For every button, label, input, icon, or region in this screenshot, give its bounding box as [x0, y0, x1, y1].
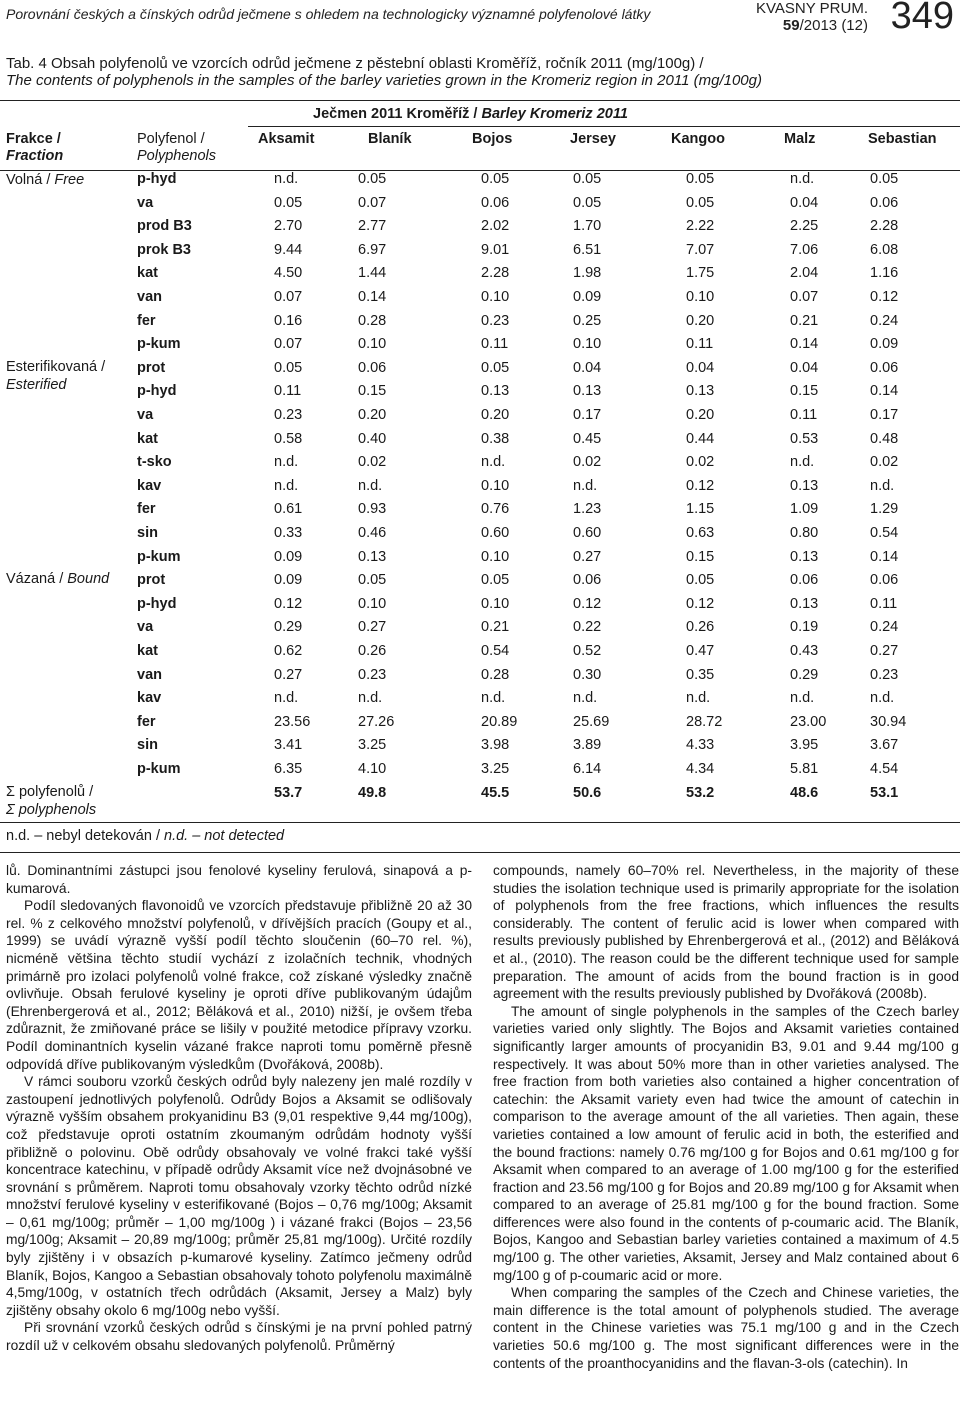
polyphenol-label: kat: [137, 430, 158, 447]
table-cell: 53.2: [686, 784, 715, 801]
table-cell: 1.23: [573, 501, 602, 518]
table-cell: 0.43: [790, 643, 819, 659]
table-cell: n.d.: [358, 690, 383, 707]
table-cell: 0.13: [790, 548, 819, 565]
table-cell: 0.07: [790, 289, 819, 305]
table-cell: 0.28: [358, 312, 387, 329]
table-cell: 0.02: [870, 454, 899, 471]
polyphenol-label: prod B3: [137, 218, 192, 235]
table-cell: n.d.: [870, 477, 895, 494]
table-cell: 0.07: [274, 336, 303, 353]
table-cell: 0.80: [790, 525, 819, 541]
table-cell: 0.20: [481, 407, 510, 423]
table-cell: 0.13: [686, 383, 715, 400]
table-cell: 2.77: [358, 218, 387, 235]
polyphenol-label: p-kum: [137, 548, 181, 565]
table-cell: 0.06: [870, 194, 899, 211]
table-cell: 0.05: [686, 171, 715, 187]
table-cell: 0.23: [870, 666, 899, 683]
table-row: [0, 525, 960, 548]
variety-header: Malz: [784, 131, 816, 147]
table-cell: 0.29: [274, 619, 303, 636]
polyphenol-label: kat: [137, 265, 158, 282]
table-cell: 23.00: [790, 713, 827, 730]
table-cell: 0.53: [790, 430, 819, 447]
table-cell: n.d.: [686, 690, 711, 707]
table-cell: 6.97: [358, 241, 387, 258]
table-cell: n.d.: [870, 690, 895, 707]
fraction-header: Frakce / Fraction: [6, 131, 64, 164]
table-row: [0, 667, 960, 690]
table-cell: 0.05: [573, 194, 602, 211]
table-cell: 0.10: [481, 289, 510, 305]
table-cell: 20.89: [481, 713, 518, 730]
table-cell: 0.09: [870, 336, 899, 353]
table-cell: 0.15: [686, 548, 715, 565]
fraction-total: Σ polyfenolů / Σ polyphenols: [6, 784, 97, 818]
table-cell: 0.24: [870, 312, 899, 329]
table-cell: n.d.: [481, 454, 506, 471]
table-cell: 0.27: [358, 619, 387, 636]
table-cell: 0.07: [358, 194, 387, 211]
table-row: [0, 383, 960, 406]
table-row: [0, 171, 960, 194]
table-row: [0, 360, 960, 383]
table-cell: 0.17: [870, 407, 899, 423]
table-row: [0, 572, 960, 595]
table-cell: 0.15: [790, 383, 819, 400]
table-cell: 6.08: [870, 241, 899, 258]
table-cell: 0.13: [790, 595, 819, 612]
table-cell: 0.47: [686, 643, 715, 659]
fraction-esterified: Esterifikovaná / Esterified: [6, 359, 106, 393]
table-cell: 0.14: [790, 336, 819, 353]
polyphenol-label: fer: [137, 501, 156, 518]
table-row: [0, 195, 960, 218]
table-cell: 9.01: [481, 241, 510, 258]
table-cell: n.d.: [274, 477, 299, 494]
table-cell: 0.21: [481, 619, 510, 636]
table-row: [0, 737, 960, 760]
left-column-text: [6, 862, 472, 1355]
table-row: [0, 690, 960, 713]
paragraph: The amount of single polyphenols in the samples of the Czech barley varieties varied only slightly. The Bojos and Aksamit varieties contained significantly larger amounts of procyanidin B3, 9.01 and 9.44 mg/100 g respectively. It was about 50% more than in other varieties analysed. The free fraction from both varieties also contained a higher concentration of catechin: the Aksamit variety even had twice the amount of catechin in comparison to the average amount of the all varieties. Then again, these varieties contained a low amount of ferulic acid in both, the esterified and the bound fractions: namely 0.76 mg/100 g for Bojos and 0.61 mg/100 g for Aksamit when compared to an average of 1.00 mg/100 g for the esterified fraction and 23.56 mg/100 g for Bojos and 20.89 mg/100 g for Aksamit when compared to an average of 25.81 mg/100 g for the bound fraction. Some differences were also found in the contents of p-coumaric acid. The Blaník, Bojos, Kangoo and Sebastian barley varieties contained a maximum of 4.5 mg/100 g. The other varieties, Aksamit, Jersey and Malz contained about 6 mg/100 g of p-coumaric acid or more.: [493, 1003, 959, 1283]
table-cell: 0.13: [573, 383, 602, 400]
polyphenol-label: sin: [137, 737, 158, 754]
table-cell: 0.23: [274, 407, 303, 423]
table-cell: 1.44: [358, 265, 387, 282]
table-cell: 0.10: [358, 595, 387, 612]
table-row: [0, 336, 960, 359]
table-cell: 0.61: [274, 501, 303, 518]
paragraph: V rámci souboru vzorků českých odrůd byly nalezeny jen malé rozdíly v zastoupení jednotlivých polyfenolů. Odrůdy Bojos a Aksamit se odlišovaly výrazně vyšším obsahem prokyanidinu B3 (9,01 respektive 9,44 mg/100g), což představuje oproti ostatním zkoumaným odrůdám hodnoty vyšší přibližně o polovinu. Obě odrůdy obsahovaly ve volné frakci také vyšší koncentrace katechinu, v případě odrůdy Aksamit více než dvojnásobné ve srovnání s průměrem. Naproti tomu obsahovaly vzorky těchto odrůd nízké množství ferulové kyseliny v esterifikované (Bojos – 0,76 mg/100g; Aksamit – 0,61 mg/100g; průměr – 1,00 mg/100g ) i vázané frakci (Bojos – 23,56 mg/100g; Aksamit – 20,89 mg/100g; průměr 25,81 mg/100g). Určité rozdíly byly zjištěny i v obsazích p-kumarové kyseliny. Zatímco ječmeny odrůd Blaník, Bojos, Kangoo a Sebastian obsahovaly tohoto polyfenolu maximálně 4,5mg/100g, v ostatních třech odrůdách (Aksamit, Jersey a Malz) byly zjištěny obsahy okolo 6 mg/100g nebo vyšší.: [6, 1074, 472, 1318]
table-cell: 0.12: [686, 595, 715, 612]
page-header: [0, 0, 960, 40]
table-cell: 2.28: [481, 265, 510, 282]
table-cell: 0.14: [358, 289, 387, 305]
table-cell: 0.24: [870, 619, 899, 636]
table-cell: 0.35: [686, 666, 715, 683]
polyphenol-label: va: [137, 619, 154, 636]
table-cell: 0.27: [870, 643, 899, 659]
table-cell: 1.09: [790, 501, 819, 518]
polyphenol-label: prok B3: [137, 241, 191, 258]
table-cell: n.d.: [274, 690, 299, 707]
table-cell: 0.76: [481, 501, 510, 518]
table-cell: 1.16: [870, 265, 899, 282]
polyphenol-label: p-kum: [137, 761, 181, 777]
polyphenol-label: kav: [137, 690, 162, 707]
page-number: 349: [890, 0, 954, 37]
polyphenol-label: p-hyd: [137, 171, 177, 187]
table-cell: 2.70: [274, 218, 303, 235]
table-cell: 0.07: [274, 289, 303, 305]
table-cell: 0.10: [481, 548, 510, 565]
table-cell: 49.8: [358, 784, 387, 801]
table-cell: 0.05: [481, 359, 510, 376]
table-cell: 0.46: [358, 525, 387, 541]
table-cell: 0.02: [358, 454, 387, 471]
table-cell: 1.29: [870, 501, 899, 518]
table-cell: 1.75: [686, 265, 715, 282]
table-cell: 45.5: [481, 784, 510, 801]
polyphenol-label: prot: [137, 359, 166, 376]
table-row: [0, 761, 960, 784]
table-row: [0, 785, 960, 808]
journal-issue: [756, 17, 868, 34]
table-cell: 0.13: [790, 477, 819, 494]
caption-en: The contents of polyphenols in the samples of the barley varieties grown in the Kromeriz region in 2011 (mg/100g): [6, 72, 762, 89]
table-row: [0, 289, 960, 312]
polyphenol-label: fer: [137, 312, 156, 329]
table-cell: 0.28: [481, 666, 510, 683]
table-cell: 0.12: [573, 595, 602, 612]
table-cell: 0.10: [481, 477, 510, 494]
table-cell: 0.21: [790, 312, 819, 329]
table-row: [0, 643, 960, 666]
table-cell: 0.63: [686, 525, 715, 541]
table-cell: 0.38: [481, 430, 510, 447]
table-cell: 4.54: [870, 761, 899, 777]
table-cell: 0.05: [274, 194, 303, 211]
variety-header: Bojos: [472, 131, 513, 147]
fraction-bound: Vázaná / Bound: [6, 571, 110, 587]
table-cell: 0.52: [573, 643, 602, 659]
variety-header: Jersey: [570, 131, 616, 147]
table-cell: 0.04: [686, 359, 715, 376]
table-cell: 0.58: [274, 430, 303, 447]
table-cell: 0.02: [573, 454, 602, 471]
paragraph: When comparing the samples of the Czech and Chinese varieties, the main difference is the total amount of polyphenols studied. The average content in the Chinese varieties was 75.1 mg/100 g and in the Czech varieties 50.6 mg/100 g. The most significant differences were in the contents of the proanthocyanidins and the flavan-3-ols (catechin). In: [493, 1285, 959, 1371]
table-cell: 0.05: [274, 359, 303, 376]
table-cell: 0.05: [358, 572, 387, 589]
polyphenol-label: prot: [137, 572, 166, 589]
paragraph: Při srovnání vzorků českých odrůd s čínskými je na první pohled patrný rozdíl už v celkovém obsahu sledovaných polyfenolů. Průměrný: [6, 1320, 472, 1354]
table-cell: 0.13: [358, 548, 387, 565]
table-cell: 0.11: [870, 595, 898, 612]
table-cell: 7.07: [686, 241, 715, 258]
table-cell: 0.11: [274, 383, 302, 400]
polyphenol-label: van: [137, 666, 162, 683]
table-cell: n.d.: [790, 690, 815, 707]
paragraph: lů. Dominantními zástupci jsou fenolové kyseliny ferulová, sinapová a p-kumarová.: [6, 863, 472, 896]
table-row: [0, 431, 960, 454]
fraction-free: Volná / Free: [6, 172, 85, 188]
table-cell: 0.10: [573, 336, 602, 353]
table-cell: 0.06: [358, 359, 387, 376]
table-cell: 0.06: [870, 572, 899, 589]
table-cell: 2.25: [790, 218, 819, 235]
table-cell: 2.02: [481, 218, 510, 235]
table-cell: n.d.: [358, 477, 383, 494]
table-cell: 0.20: [686, 407, 715, 423]
table-cell: 0.04: [790, 194, 819, 211]
table-cell: 0.04: [790, 359, 819, 376]
table-cell: 0.60: [573, 525, 602, 541]
polyphenol-label: sin: [137, 525, 158, 541]
caption-cz: Tab. 4 Obsah polyfenolů ve vzorcích odrůd ječmene z pěstební oblasti Kroměříž, ročník 2011 (mg/100g) /: [6, 55, 704, 72]
table-cell: 0.17: [573, 407, 602, 423]
table-row: [0, 218, 960, 241]
table-row: [0, 549, 960, 572]
table-cell: 0.40: [358, 430, 387, 447]
polyphenol-label: p-hyd: [137, 383, 177, 400]
table-top-rule: [0, 100, 960, 101]
table-cell: 0.05: [481, 572, 510, 589]
table-row: [0, 619, 960, 642]
table-row: [0, 407, 960, 430]
paragraph: compounds, namely 60–70% rel. Nevertheless, in the majority of these studies the isolation technique used is primarily appropriate for the isolation of polyphenols from the free fractions, which influences the results considerably. The content of ferulic acid is lower when compared with results previously published by Ehrenbergerová et al., (2012) and Běláková et al., (2010). The reason could be the different technique used for sample preparation. The amount of acids from the bound fraction is in good agreement with the results previously published by Dvořáková (2008b).: [493, 863, 959, 1002]
table-cell: 0.25: [573, 312, 602, 329]
table-cell: 0.20: [686, 312, 715, 329]
table-row: [0, 265, 960, 288]
table-cell: 1.15: [686, 501, 715, 518]
variety-header: Blaník: [368, 131, 412, 147]
table-cell: 53.7: [274, 784, 303, 801]
table-cell: 0.26: [686, 619, 715, 636]
table-cell: 0.06: [870, 359, 899, 376]
right-column-text: [493, 862, 959, 1372]
table-cell: 0.02: [686, 454, 715, 471]
polyphenol-label: p-kum: [137, 336, 181, 353]
table-cell: 0.16: [274, 312, 303, 329]
table-cell: 0.27: [274, 666, 303, 683]
table-cell: 0.22: [573, 619, 602, 636]
table-cell: 0.06: [573, 572, 602, 589]
table-cell: 7.06: [790, 241, 819, 258]
table-cell: 0.11: [790, 407, 818, 423]
table-cell: 6.35: [274, 761, 303, 777]
polyphenol-label: kav: [137, 477, 162, 494]
table-row: [0, 478, 960, 501]
table-cell: n.d.: [481, 690, 506, 707]
table-cell: 3.25: [358, 737, 387, 754]
table-cell: 3.25: [481, 761, 510, 777]
table-cell: n.d.: [274, 454, 299, 471]
table-cell: 3.41: [274, 737, 303, 754]
table-cell: 0.06: [790, 572, 819, 589]
table-row: [0, 313, 960, 336]
table-cell: 0.14: [870, 548, 899, 565]
table-cell: n.d.: [573, 477, 598, 494]
journal-volume: 59: [782, 17, 800, 34]
table-cell: 2.28: [870, 218, 899, 235]
table-cell: n.d.: [790, 454, 815, 471]
table-cell: 0.10: [358, 336, 387, 353]
table-cell: 6.14: [573, 761, 602, 777]
table-cell: 0.33: [274, 525, 303, 541]
table-cell: 50.6: [573, 784, 602, 801]
table-cell: 3.89: [573, 737, 602, 754]
table-cell: 30.94: [870, 713, 907, 730]
journal-name: KVASNY PRUM.: [756, 0, 868, 17]
table-row: [0, 596, 960, 619]
table-cell: 48.6: [790, 784, 819, 801]
table-cell: 0.14: [870, 383, 899, 400]
table-cell: 0.26: [358, 643, 387, 659]
table-cell: 0.05: [686, 572, 715, 589]
table-cell: n.d.: [790, 171, 815, 187]
table-cell: 2.04: [790, 265, 819, 282]
table-cell: 0.54: [481, 643, 510, 659]
table-cell: 0.29: [790, 666, 819, 683]
paragraph: Podíl sledovaných flavonoidů ve vzorcích představuje přibližně 20 až 30 rel. % z celkového množství polyfenolů, v dřívějších pracích (Goupy et al., 1999) se uvádí výrazně vyšší podíl těchto sloučenin (60–70 rel. %), nicméně většina těchto studií vychází z izolačních technik, vhodných primárně pro izolaci polyfenolů volné frakce, což získané výsledky značně ovlivňuje. Obsah ferulové kyseliny je oproti dříve publikovaným údajům (Ehrenbergerová et al., 2012; Běláková et al., 2010) nižší, je ovšem třeba zdůraznit, že zmiňované práce se lišily v použité metodice přípravy vzorku. Podíl dominantních kyselin vázané frakce naproti tomu poměrně přesně odpovídá dříve publikovaným výsledkům (Dvořáková, 2008b).: [6, 898, 472, 1072]
table-cell: 53.1: [870, 784, 899, 801]
table-cell: 0.23: [481, 312, 510, 329]
table-cell: 0.09: [274, 548, 303, 565]
table-sub-rule: [248, 126, 960, 127]
table-cell: 0.04: [573, 359, 602, 376]
journal-issue-year: /2013 (12): [799, 17, 868, 34]
table-cell: 0.93: [358, 501, 387, 518]
table-cell: 0.13: [481, 383, 510, 400]
table-cell: 1.98: [573, 265, 602, 282]
table-cell: 3.95: [790, 737, 819, 754]
table-cell: 23.56: [274, 713, 311, 730]
table-cell: 3.67: [870, 737, 899, 754]
table-cell: n.d.: [573, 690, 598, 707]
table-cell: 4.10: [358, 761, 387, 777]
table-cell: 0.19: [790, 619, 819, 636]
table-row: [0, 454, 960, 477]
table-cell: 0.10: [481, 595, 510, 612]
variety-header: Sebastian: [868, 131, 937, 147]
variety-header: Kangoo: [671, 131, 725, 147]
table-separator: [0, 852, 960, 853]
table-cell: 0.10: [686, 289, 715, 305]
table-cell: 0.11: [481, 336, 509, 353]
table-cell: 0.62: [274, 643, 303, 659]
table-cell: 0.54: [870, 525, 899, 541]
table-cell: 0.20: [358, 407, 387, 423]
polyphenol-label: va: [137, 194, 154, 211]
table-cell: 2.22: [686, 218, 715, 235]
table-cell: 0.48: [870, 430, 899, 447]
polyphenol-header: Polyfenol / Polyphenols: [137, 131, 216, 164]
table-cell: 0.05: [686, 194, 715, 211]
table-cell: 0.30: [573, 666, 602, 683]
table-cell: 0.60: [481, 525, 510, 541]
table-cell: 25.69: [573, 713, 610, 730]
table-cell: 4.33: [686, 737, 715, 754]
polyphenol-label: van: [137, 289, 162, 305]
table-row: [0, 501, 960, 524]
table-cell: 1.70: [573, 218, 602, 235]
table-cell: 3.98: [481, 737, 510, 754]
polyphenol-label: va: [137, 407, 154, 423]
table-cell: 4.50: [274, 265, 303, 282]
table-cell: 0.15: [358, 383, 387, 400]
table-cell: 0.12: [274, 595, 303, 612]
table-cell: 4.34: [686, 761, 715, 777]
running-title: Porovnání českých a čínských odrůd ječmene s ohledem na technologicky významné polyfenolové látky: [6, 6, 651, 22]
table-cell: 0.05: [870, 171, 899, 187]
barley-title: Ječmen 2011 Kroměříž / Barley Kromeriz 2011: [313, 106, 628, 122]
table-cell: 0.09: [274, 572, 303, 589]
table-cell: 0.12: [686, 477, 715, 494]
table-cell: 27.26: [358, 713, 395, 730]
table-cell: 0.09: [573, 289, 602, 305]
table-row: [0, 242, 960, 265]
table-cell: n.d.: [274, 171, 299, 187]
polyphenol-label: p-hyd: [137, 595, 177, 612]
table-cell: 0.05: [481, 171, 510, 187]
polyphenol-label: fer: [137, 713, 156, 730]
table-bottom-rule: [0, 822, 960, 823]
journal-info: [756, 0, 868, 34]
table-cell: 0.05: [573, 171, 602, 187]
table-cell: 0.45: [573, 430, 602, 447]
table-cell: 6.51: [573, 241, 602, 258]
table-row: [0, 714, 960, 737]
table-cell: 28.72: [686, 713, 723, 730]
table-cell: 0.44: [686, 430, 715, 447]
table-cell: 5.81: [790, 761, 819, 777]
table-note: n.d. – nebyl detekován / n.d. – not detected: [6, 828, 285, 844]
polyphenol-label: kat: [137, 643, 158, 659]
table-cell: 0.05: [358, 171, 387, 187]
table-cell: 0.11: [686, 336, 714, 353]
table-cell: 9.44: [274, 241, 303, 258]
table-cell: 0.06: [481, 194, 510, 211]
polyphenol-label: t-sko: [137, 454, 172, 471]
table-caption: [6, 55, 956, 89]
table-cell: 0.27: [573, 548, 602, 565]
variety-header: Aksamit: [258, 131, 315, 147]
table-cell: 0.12: [870, 289, 899, 305]
table-cell: 0.23: [358, 666, 387, 683]
